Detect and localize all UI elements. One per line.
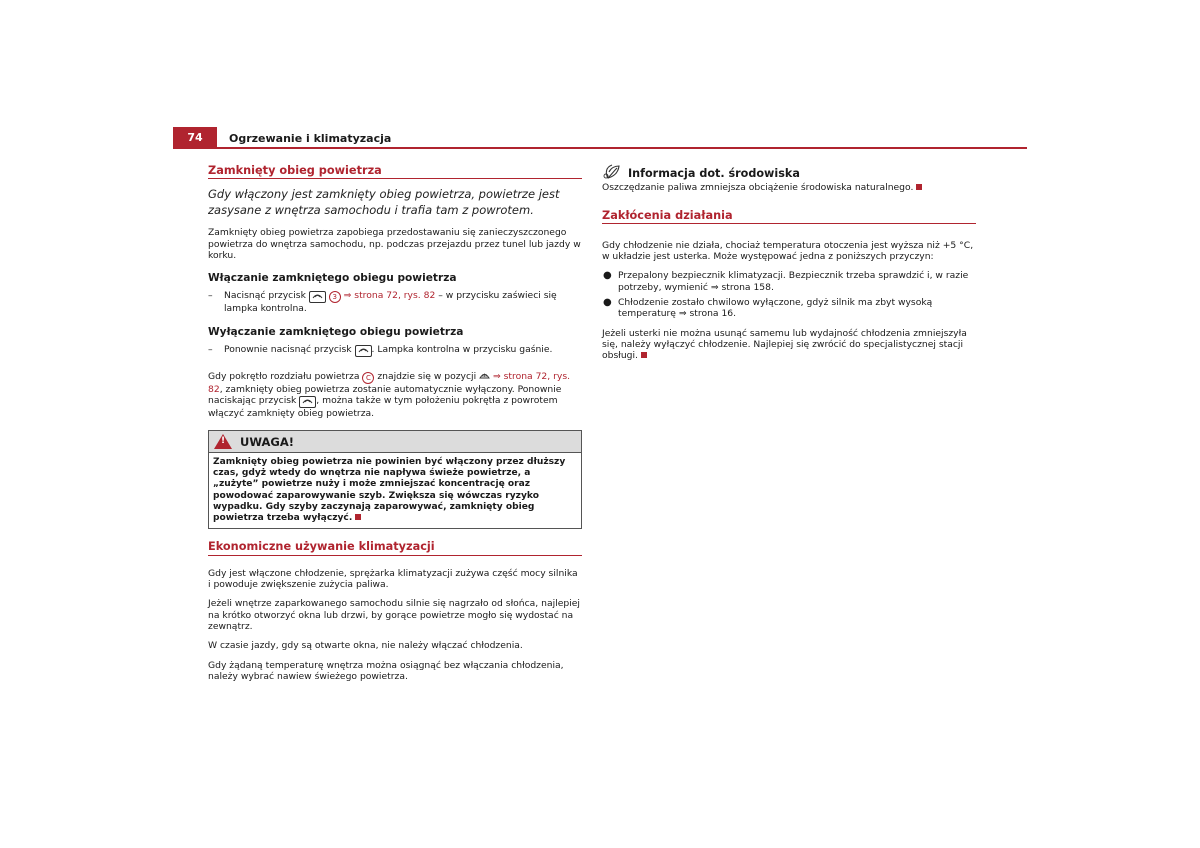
cross-reference-link[interactable]: ⇒ strona 72, rys. 82 <box>343 290 436 302</box>
dash-marker: – <box>208 290 213 302</box>
paragraph: W czasie jazdy, gdy są otwarte okna, nie należy włączać chłodzenia. <box>208 640 523 652</box>
end-of-section-marker <box>641 352 647 358</box>
environment-info-title: Informacja dot. środowiska <box>628 167 800 180</box>
paragraph: Gdy jest włączone chłodzenie, sprężarka klimatyzacji zużywa część mocy silnika i powoduje zwiększenie zużycia paliwa. <box>208 567 578 591</box>
end-of-section-marker <box>916 184 922 190</box>
warning-triangle-icon <box>214 434 232 449</box>
paragraph: Gdy żądaną temperaturę wnętrza można osiągnąć bez włączania chłodzenia, należy wybrać nawiew świeżego powietrza. <box>208 659 564 682</box>
end-of-section-marker <box>355 514 361 520</box>
dash-marker: – <box>208 344 213 356</box>
section-title-economical-use: Ekonomiczne używanie klimatyzacji <box>208 541 582 555</box>
recirculation-button-icon <box>355 345 372 357</box>
paragraph-air-distribution: Gdy pokrętło rozdziału powietrza C znajdzie się w pozycji ⇒ strona 72, rys. 82, zamknięty obieg powietrza zostanie automatycznie wyłączony. Ponownie naciskając przycisk , można także w tym położeniu pokrętła z powrotem włączyć zamknięty obieg powietrza. <box>208 371 571 420</box>
page-number: 74 <box>187 131 203 144</box>
list-item: ● Przepalony bezpiecznik klimatyzacji. Bezpiecznik trzeba sprawdzić i, w razie potrzeby, wymienić ⇒ strona 158. <box>603 270 969 293</box>
list-item: ● Chłodzenie zostało chwilowo wyłączone, gdyż silnik ma zbyt wysoką temperaturę ⇒ strona 16. <box>603 297 933 320</box>
subheading-switch-off: Wyłączanie zamkniętego obiegu powietrza <box>208 325 464 338</box>
left-column <box>208 165 582 690</box>
environment-info-heading <box>602 168 976 179</box>
section-title-malfunctions: Zakłócenia działania <box>602 210 976 224</box>
subheading-switch-on: Włączanie zamkniętego obiegu powietrza <box>208 272 457 285</box>
environment-info-text: Oszczędzanie paliwa zmniejsza obciążenie środowiska naturalnego. <box>602 182 976 193</box>
step-switch-off: – Ponownie nacisnąć przycisk . Lampka kontrolna w przycisku gaśnie. <box>208 344 553 356</box>
section-title-recirculation: Zamknięty obieg powietrza <box>208 165 582 179</box>
recirculation-button-icon <box>309 291 326 303</box>
cross-reference-link[interactable]: ⇒ strona 72, rys. 82 <box>208 371 571 396</box>
paragraph: Zamknięty obieg powietrza zapobiega przedostawaniu się zanieczyszczonego powietrza do wnętrza samochodu, np. podczas przejazdu przez tunel lub jazdy w korku. <box>208 227 581 261</box>
defrost-position-icon <box>479 371 490 380</box>
chapter-title: Ogrzewanie i klimatyzacja <box>229 132 392 145</box>
paragraph: Jeżeli usterki nie można usunąć samemu lub wydajność chłodzenia zmniejszyła się, należy wyłączyć chłodzenie. Najlepiej się zwrócić do specjalistycznej stacji obsługi. <box>602 327 967 362</box>
step-switch-on: – Nacisnąć przycisk 3 ⇒ strona 72, rys. 82 – w przycisku zaświeci się lampka kontrolna. <box>208 290 557 315</box>
environment-leaf-icon <box>602 163 622 181</box>
warning-box <box>208 430 582 530</box>
warning-header <box>209 431 581 453</box>
header-rule <box>217 147 1027 149</box>
warning-title: UWAGA! <box>240 434 294 449</box>
right-column <box>602 168 976 370</box>
paragraph: Jeżeli wnętrze zaparkowanego samochodu silnie się nagrzało od słońca, najlepiej na krótko otworzyć okna lub drzwi, by gorące powietrze mogło się wydostać na zewnątrz. <box>208 598 580 632</box>
bullet-marker: ● <box>603 270 612 282</box>
control-letter-circle: C <box>362 372 374 384</box>
item-number-circle: 3 <box>329 291 341 303</box>
bullet-marker: ● <box>603 297 612 309</box>
recirculation-button-icon <box>299 396 316 408</box>
paragraph: Gdy chłodzenie nie działa, chociaż temperatura otoczenia jest wyższa niż +5 °C, w układzie jest usterka. Może występować jedna z poniższych przyczyn: <box>602 239 974 263</box>
section-lead: Gdy włączony jest zamknięty obieg powietrza, powietrze jest zasysane z wnętrza samochodu i trafia tam z powrotem. <box>208 187 560 218</box>
warning-text: Zamknięty obieg powietrza nie powinien być włączony przez dłuższy czas, gdyż wtedy do wnętrza nie napływa świeże powietrze, a „zużyte” powietrze nuży i może zmniejszać koncentrację oraz powodować zaparowywanie szyb. Zwiększa się wówczas ryzyko wypadku. Gdy szyby zaczynają zaparowywać, zamknięty obieg powietrza trzeba wyłączyć. <box>213 456 566 524</box>
